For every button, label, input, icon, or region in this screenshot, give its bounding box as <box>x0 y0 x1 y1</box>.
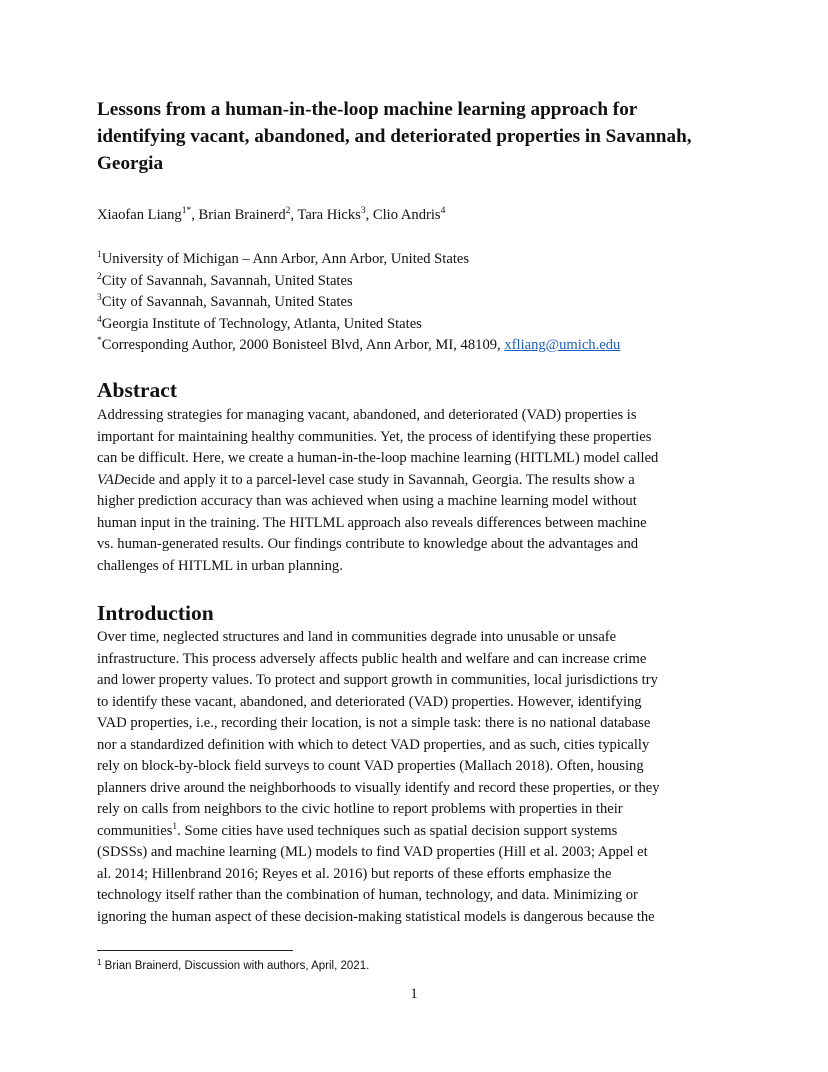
abstract-body <box>97 405 658 577</box>
abstract-line: Addressing strategies for managing vacant, abandoned, and deteriorated (VAD) properties is <box>97 407 637 423</box>
introduction-line: infrastructure. This process adversely affects public health and welfare and can increase crime <box>97 650 647 667</box>
title-line: Georgia <box>97 153 164 174</box>
footnote-mark: 1 <box>97 958 102 967</box>
corresponding-email-link[interactable]: xfliang@umich.edu <box>504 337 621 353</box>
footnote <box>97 958 369 974</box>
affiliation-list <box>97 249 620 357</box>
footnote-reference[interactable]: 1 <box>172 821 178 832</box>
introduction-line: technology itself rather than the combination of human, technology, and data. Minimizing or <box>97 887 638 903</box>
affiliation <box>97 292 620 314</box>
introduction-line: al. 2014; Hillenbrand 2016; Reyes et al. 2016) but reports of these efforts emphasize the <box>97 865 612 882</box>
introduction-line: and lower property values. To protect and support growth in communities, local jurisdictions try <box>97 672 658 688</box>
abstract-line: higher prediction accuracy than was achieved when using a machine learning model without <box>97 493 637 509</box>
introduction-line: (SDSSs) and machine learning (ML) models to find VAD properties (Hill et al. 2003; Appel et <box>97 844 648 860</box>
author-name: Xiaofan Liang <box>97 207 182 223</box>
introduction-line: planners drive around the neighborhoods to visually identify and record these properties, or they <box>97 779 660 796</box>
corresponding-mark: * <box>97 336 102 346</box>
author-affiliation-mark: 4 <box>440 206 446 216</box>
model-name: VAD <box>97 471 125 488</box>
footnote-divider <box>97 950 293 951</box>
affiliation <box>97 249 620 271</box>
abstract-line: human input in the training. The HITLML approach also reveals differences between machine <box>97 514 647 531</box>
author-affiliation-mark: 3 <box>360 206 366 216</box>
author-list <box>97 205 445 225</box>
introduction-line-rest: . Some cities have used techniques such as spatial decision support systems <box>177 822 618 839</box>
introduction-line: rely on calls from neighbors to the civic hotline to report problems with properties in their <box>97 801 623 817</box>
author-name: Clio Andris <box>372 207 441 223</box>
abstract-line <box>97 470 658 492</box>
footnote-text: Brian Brainerd, Discussion with authors, April, 2021. <box>104 960 370 972</box>
introduction-line: VAD properties, i.e., recording their location, is not a simple task: there is no national database <box>97 715 651 731</box>
abstract-line: vs. human-generated results. Our findings contribute to knowledge about the advantages and <box>97 536 639 552</box>
introduction-line: Over time, neglected structures and land in communities degrade into unusable or unsafe <box>97 629 617 645</box>
abstract-line: can be difficult. Here, we create a human-in-the-loop machine learning (HITLML) model called <box>97 450 659 466</box>
author-affiliation-mark: 1* <box>181 206 192 216</box>
author-name: Tara Hicks <box>297 207 361 223</box>
affiliation <box>97 314 620 336</box>
introduction-heading: Introduction <box>97 601 214 625</box>
affiliation-text: University of Michigan – Ann Arbor, Ann Arbor, United States <box>101 251 470 267</box>
abstract-line: important for maintaining healthy communities. Yet, the process of identifying these properties <box>97 428 652 445</box>
abstract-heading: Abstract <box>97 378 178 402</box>
paper-title <box>97 96 737 177</box>
introduction-line: nor a standardized definition with which to detect VAD properties, and as such, cities typically <box>97 736 650 753</box>
affiliation-mark: 4 <box>97 314 102 325</box>
introduction-line: to identify these vacant, abandoned, and deteriorated (VAD) properties. However, identifying <box>97 693 642 710</box>
introduction-line <box>97 821 660 843</box>
introduction-body <box>97 627 660 928</box>
affiliation-mark: 1 <box>97 250 102 260</box>
abstract-line: challenges of HITLML in urban planning. <box>97 557 343 574</box>
introduction-line: rely on block-by-block field surveys to count VAD properties (Mallach 2018). Often, housing <box>97 758 644 774</box>
title-line: Lessons from a human-in-the-loop machine learning approach for <box>97 99 638 120</box>
author-name: Brian Brainerd <box>198 207 286 223</box>
affiliation-mark: 3 <box>97 293 102 303</box>
page-number: 1 <box>410 986 418 1002</box>
affiliation-text: Georgia Institute of Technology, Atlanta, United States <box>101 315 422 332</box>
author-separator: , <box>191 207 199 223</box>
affiliation-text: City of Savannah, Savannah, United States <box>101 272 353 289</box>
affiliation-text: City of Savannah, Savannah, United States <box>101 294 353 310</box>
author-affiliation-mark: 2 <box>285 206 291 216</box>
author-separator: , <box>365 207 373 223</box>
affiliation <box>97 271 620 293</box>
corresponding-author <box>97 335 620 357</box>
introduction-line: ignoring the human aspect of these decision-making statistical models is dangerous because the <box>97 908 655 925</box>
abstract-line-rest: ecide and apply it to a parcel-level case study in Savannah, Georgia. The results show a <box>124 471 635 488</box>
title-line: identifying vacant, abandoned, and deteriorated properties in Savannah, <box>97 126 692 147</box>
author-separator: , <box>290 207 298 223</box>
affiliation-mark: 2 <box>97 271 102 282</box>
corresponding-text: Corresponding Author, 2000 Bonisteel Blvd, Ann Arbor, MI, 48109, <box>101 337 505 353</box>
introduction-line-start: communities <box>97 822 173 839</box>
